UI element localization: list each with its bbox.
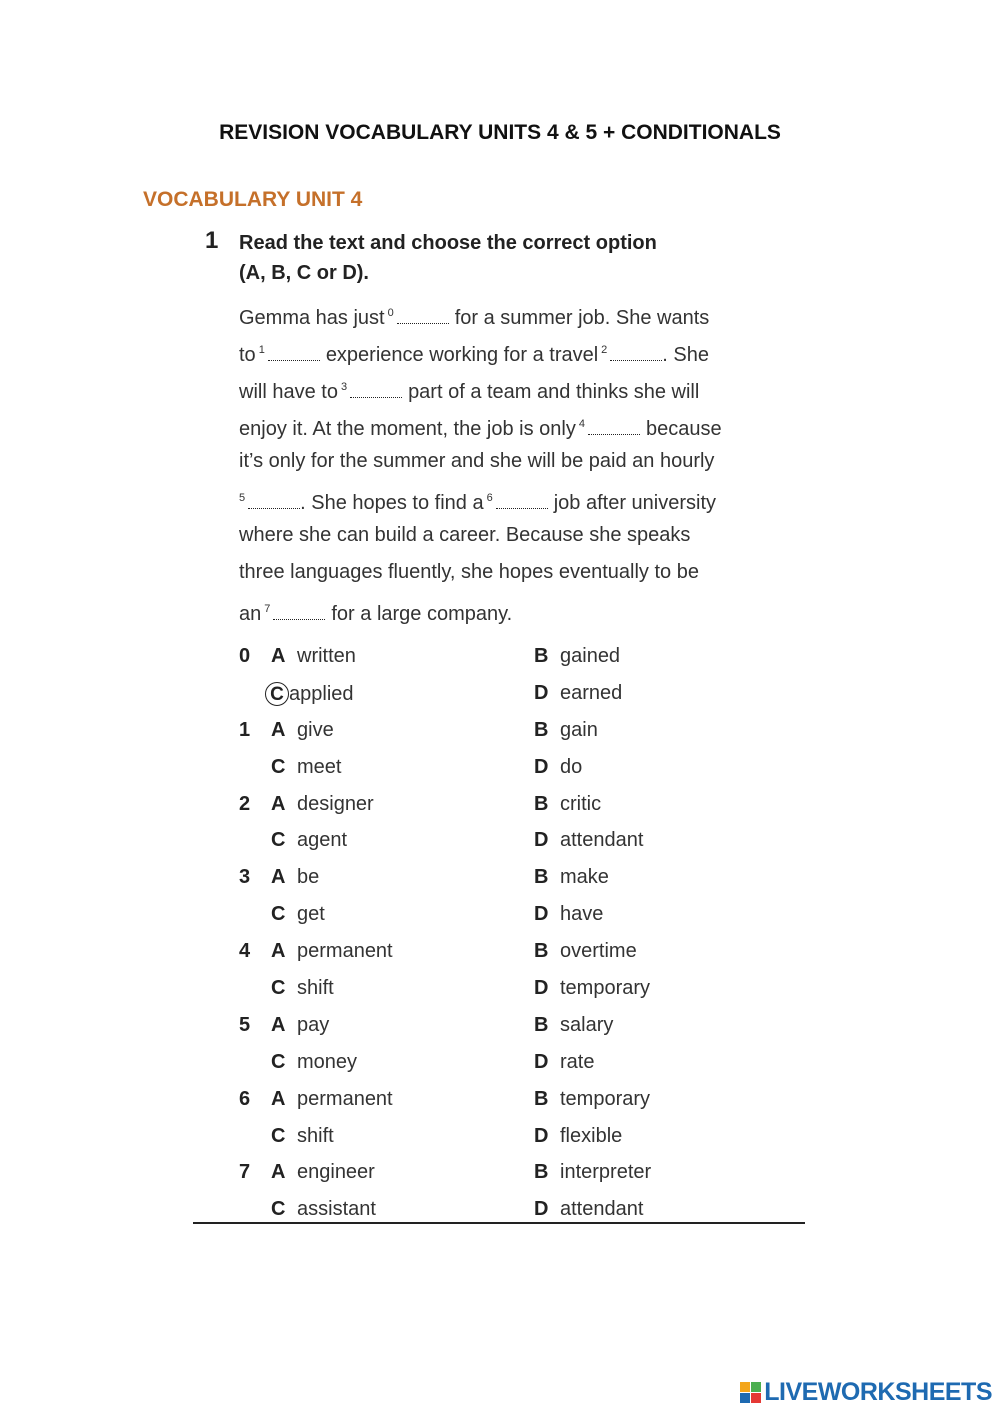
- question-number: 2: [239, 792, 251, 815]
- option-letter: D: [534, 903, 549, 926]
- option-b: [534, 1014, 613, 1037]
- option-b: [534, 1161, 651, 1184]
- option-word: applied: [289, 682, 354, 705]
- option-letter: D: [534, 977, 549, 1000]
- option-letter: C: [271, 903, 286, 926]
- question-row: [239, 677, 799, 714]
- option-word: be: [297, 866, 320, 889]
- option-word: permanent: [297, 1087, 393, 1110]
- option-c: [271, 903, 325, 926]
- circled-option-letter: C: [265, 682, 289, 706]
- option-b: [534, 719, 598, 742]
- answer-options: [239, 640, 799, 1230]
- option-letter: A: [271, 792, 286, 815]
- gap-blank: [496, 494, 548, 509]
- gap-number: 0: [387, 307, 394, 319]
- option-a: [271, 719, 334, 742]
- passage-text: experience working for a travel: [325, 344, 599, 366]
- option-a: [271, 645, 356, 668]
- gap-number: 3: [340, 381, 348, 393]
- option-letter: A: [271, 718, 286, 741]
- option-letter: C: [271, 829, 286, 852]
- footer-brand: [740, 1379, 992, 1405]
- option-c: [271, 1198, 376, 1221]
- passage-text: part of a team and thinks she will: [408, 381, 700, 403]
- option-word: give: [297, 718, 334, 741]
- gap-blank: [248, 494, 300, 509]
- option-word: interpreter: [560, 1161, 652, 1184]
- passage-line: [239, 480, 799, 517]
- question-row: [239, 788, 799, 825]
- option-word: temporary: [560, 1087, 651, 1110]
- passage-text: an: [239, 603, 262, 625]
- question-row: [239, 898, 799, 935]
- passage-line: [239, 443, 799, 480]
- option-c: [271, 756, 341, 779]
- option-word: rate: [560, 1050, 595, 1073]
- option-letter: A: [271, 940, 286, 963]
- option-letter: B: [534, 1087, 549, 1110]
- option-word: agent: [297, 829, 348, 852]
- option-word: do: [560, 755, 583, 778]
- option-word: designer: [297, 792, 374, 815]
- reading-passage: [239, 295, 799, 628]
- passage-text: will have to: [239, 381, 338, 403]
- option-c: [271, 1051, 357, 1074]
- passage-text: . She hopes to find a: [300, 492, 484, 514]
- option-d: [534, 682, 622, 705]
- option-a: [271, 1161, 375, 1184]
- question-number: 4: [239, 940, 251, 963]
- question-number: 5: [239, 1013, 251, 1036]
- option-word: temporary: [560, 977, 651, 1000]
- question-number: 7: [239, 1161, 251, 1184]
- option-letter: D: [534, 1198, 549, 1221]
- option-word: pay: [297, 1013, 330, 1036]
- option-b: [534, 940, 637, 963]
- question-number: 3: [239, 866, 251, 889]
- gap-number: 4: [578, 418, 585, 430]
- question-row: [239, 972, 799, 1009]
- option-word: engineer: [297, 1161, 375, 1184]
- option-letter: D: [534, 1124, 549, 1147]
- option-c: [271, 1125, 334, 1148]
- question-row: [239, 1193, 799, 1230]
- option-d: [534, 756, 582, 779]
- gap-number: 5: [239, 492, 246, 504]
- option-b: [534, 793, 601, 816]
- option-letter: B: [534, 792, 549, 815]
- option-d: [534, 1125, 622, 1148]
- passage-text: enjoy it. At the moment, the job is only: [239, 418, 576, 440]
- option-a: [271, 866, 319, 889]
- question-number: 0: [239, 645, 251, 667]
- option-word: get: [297, 903, 325, 926]
- passage-text: because: [645, 418, 722, 440]
- option-letter: C: [271, 977, 286, 1000]
- option-word: salary: [560, 1013, 614, 1036]
- option-letter: C: [271, 1124, 286, 1147]
- option-letter: D: [534, 755, 549, 778]
- option-d: [534, 1051, 594, 1074]
- question-row: [239, 640, 799, 677]
- passage-text: for a summer job. She wants: [454, 307, 710, 329]
- question-row: [239, 935, 799, 972]
- passage-line: [239, 554, 799, 591]
- option-a: [271, 1014, 329, 1037]
- option-d: [534, 903, 603, 926]
- option-word: gained: [560, 645, 621, 667]
- option-letter: A: [271, 1161, 286, 1184]
- gap-number: 2: [601, 344, 608, 356]
- question-row: [239, 1046, 799, 1083]
- passage-line: [239, 295, 799, 332]
- footer-brand-text: LIVEWORKSHEETS: [764, 1377, 992, 1406]
- option-word: make: [560, 866, 609, 889]
- question-row: [239, 861, 799, 898]
- passage-text: Gemma has just: [239, 307, 385, 329]
- passage-text: . She: [662, 344, 709, 366]
- gap-blank: [610, 346, 662, 361]
- option-c: [271, 682, 354, 706]
- option-letter: C: [271, 1050, 286, 1073]
- option-letter: C: [271, 1198, 286, 1221]
- option-letter: B: [534, 866, 549, 889]
- option-letter: C: [271, 755, 286, 778]
- option-b: [534, 866, 609, 889]
- passage-text: job after university: [553, 492, 717, 514]
- divider: [193, 1222, 805, 1224]
- gap-blank: [397, 309, 449, 324]
- page-title: REVISION VOCABULARY UNITS 4 & 5 + CONDITIONALS: [219, 121, 781, 144]
- passage-line: [239, 406, 799, 443]
- option-letter: A: [271, 1087, 286, 1110]
- option-c: [271, 977, 334, 1000]
- option-letter: D: [534, 829, 549, 852]
- option-word: shift: [297, 1124, 334, 1147]
- option-letter: B: [534, 1013, 549, 1036]
- option-word: permanent: [297, 940, 393, 963]
- option-word: written: [297, 645, 356, 667]
- option-word: earned: [560, 681, 623, 704]
- option-word: shift: [297, 977, 334, 1000]
- section-title: VOCABULARY UNIT 4: [143, 188, 363, 211]
- gap-blank: [273, 605, 325, 620]
- option-word: have: [560, 903, 604, 926]
- gap-number: 6: [486, 492, 493, 504]
- passage-text: it’s only for the summer and she will be paid an hourly: [239, 450, 715, 472]
- option-letter: D: [534, 1050, 549, 1073]
- question-number: 6: [239, 1087, 251, 1110]
- option-letter: B: [534, 1161, 549, 1184]
- gap-blank: [350, 383, 402, 398]
- option-word: money: [297, 1050, 358, 1073]
- option-c: [271, 829, 347, 852]
- passage-text: three languages fluently, she hopes eventually to be: [239, 561, 699, 583]
- option-word: flexible: [560, 1124, 623, 1147]
- option-d: [534, 977, 650, 1000]
- option-word: assistant: [297, 1198, 376, 1221]
- instruction-line-2: (A, B, C or D).: [239, 262, 369, 284]
- instruction-line-1: Read the text and choose the correct option: [239, 232, 657, 254]
- gap-number: 1: [258, 344, 265, 356]
- question-row: [239, 1156, 799, 1193]
- question-row: [239, 1009, 799, 1046]
- passage-line: [239, 332, 799, 369]
- question-row: [239, 1120, 799, 1157]
- option-b: [534, 645, 620, 668]
- gap-number: 7: [264, 603, 271, 615]
- option-letter: B: [534, 718, 549, 741]
- gap-blank: [268, 346, 320, 361]
- option-a: [271, 793, 374, 816]
- passage-text: where she can build a career. Because she speaks: [239, 524, 691, 546]
- question-row: [239, 751, 799, 788]
- passage-line: [239, 517, 799, 554]
- passage-line: [239, 369, 799, 406]
- passage-line: [239, 591, 799, 628]
- liveworksheets-logo-icon: [740, 1382, 761, 1403]
- question-row: [239, 714, 799, 751]
- option-letter: B: [534, 940, 549, 963]
- option-letter: A: [271, 645, 286, 667]
- option-letter: A: [271, 1013, 286, 1036]
- exercise-instruction: [239, 228, 657, 288]
- passage-text: to: [239, 344, 256, 366]
- question-number: 1: [239, 718, 251, 741]
- option-b: [534, 1088, 650, 1111]
- option-d: [534, 829, 643, 852]
- option-word: attendant: [560, 829, 644, 852]
- exercise-number: 1: [205, 227, 219, 254]
- option-letter: B: [534, 645, 549, 667]
- option-word: gain: [560, 718, 598, 741]
- option-word: meet: [297, 755, 342, 778]
- question-row: [239, 824, 799, 861]
- option-word: overtime: [560, 940, 637, 963]
- option-letter: A: [271, 866, 286, 889]
- passage-text: for a large company.: [331, 603, 513, 625]
- option-word: attendant: [560, 1198, 644, 1221]
- option-a: [271, 1088, 393, 1111]
- gap-blank: [588, 420, 640, 435]
- question-row: [239, 1083, 799, 1120]
- option-word: critic: [560, 792, 602, 815]
- option-letter: D: [534, 681, 549, 704]
- option-d: [534, 1198, 643, 1221]
- option-a: [271, 940, 393, 963]
